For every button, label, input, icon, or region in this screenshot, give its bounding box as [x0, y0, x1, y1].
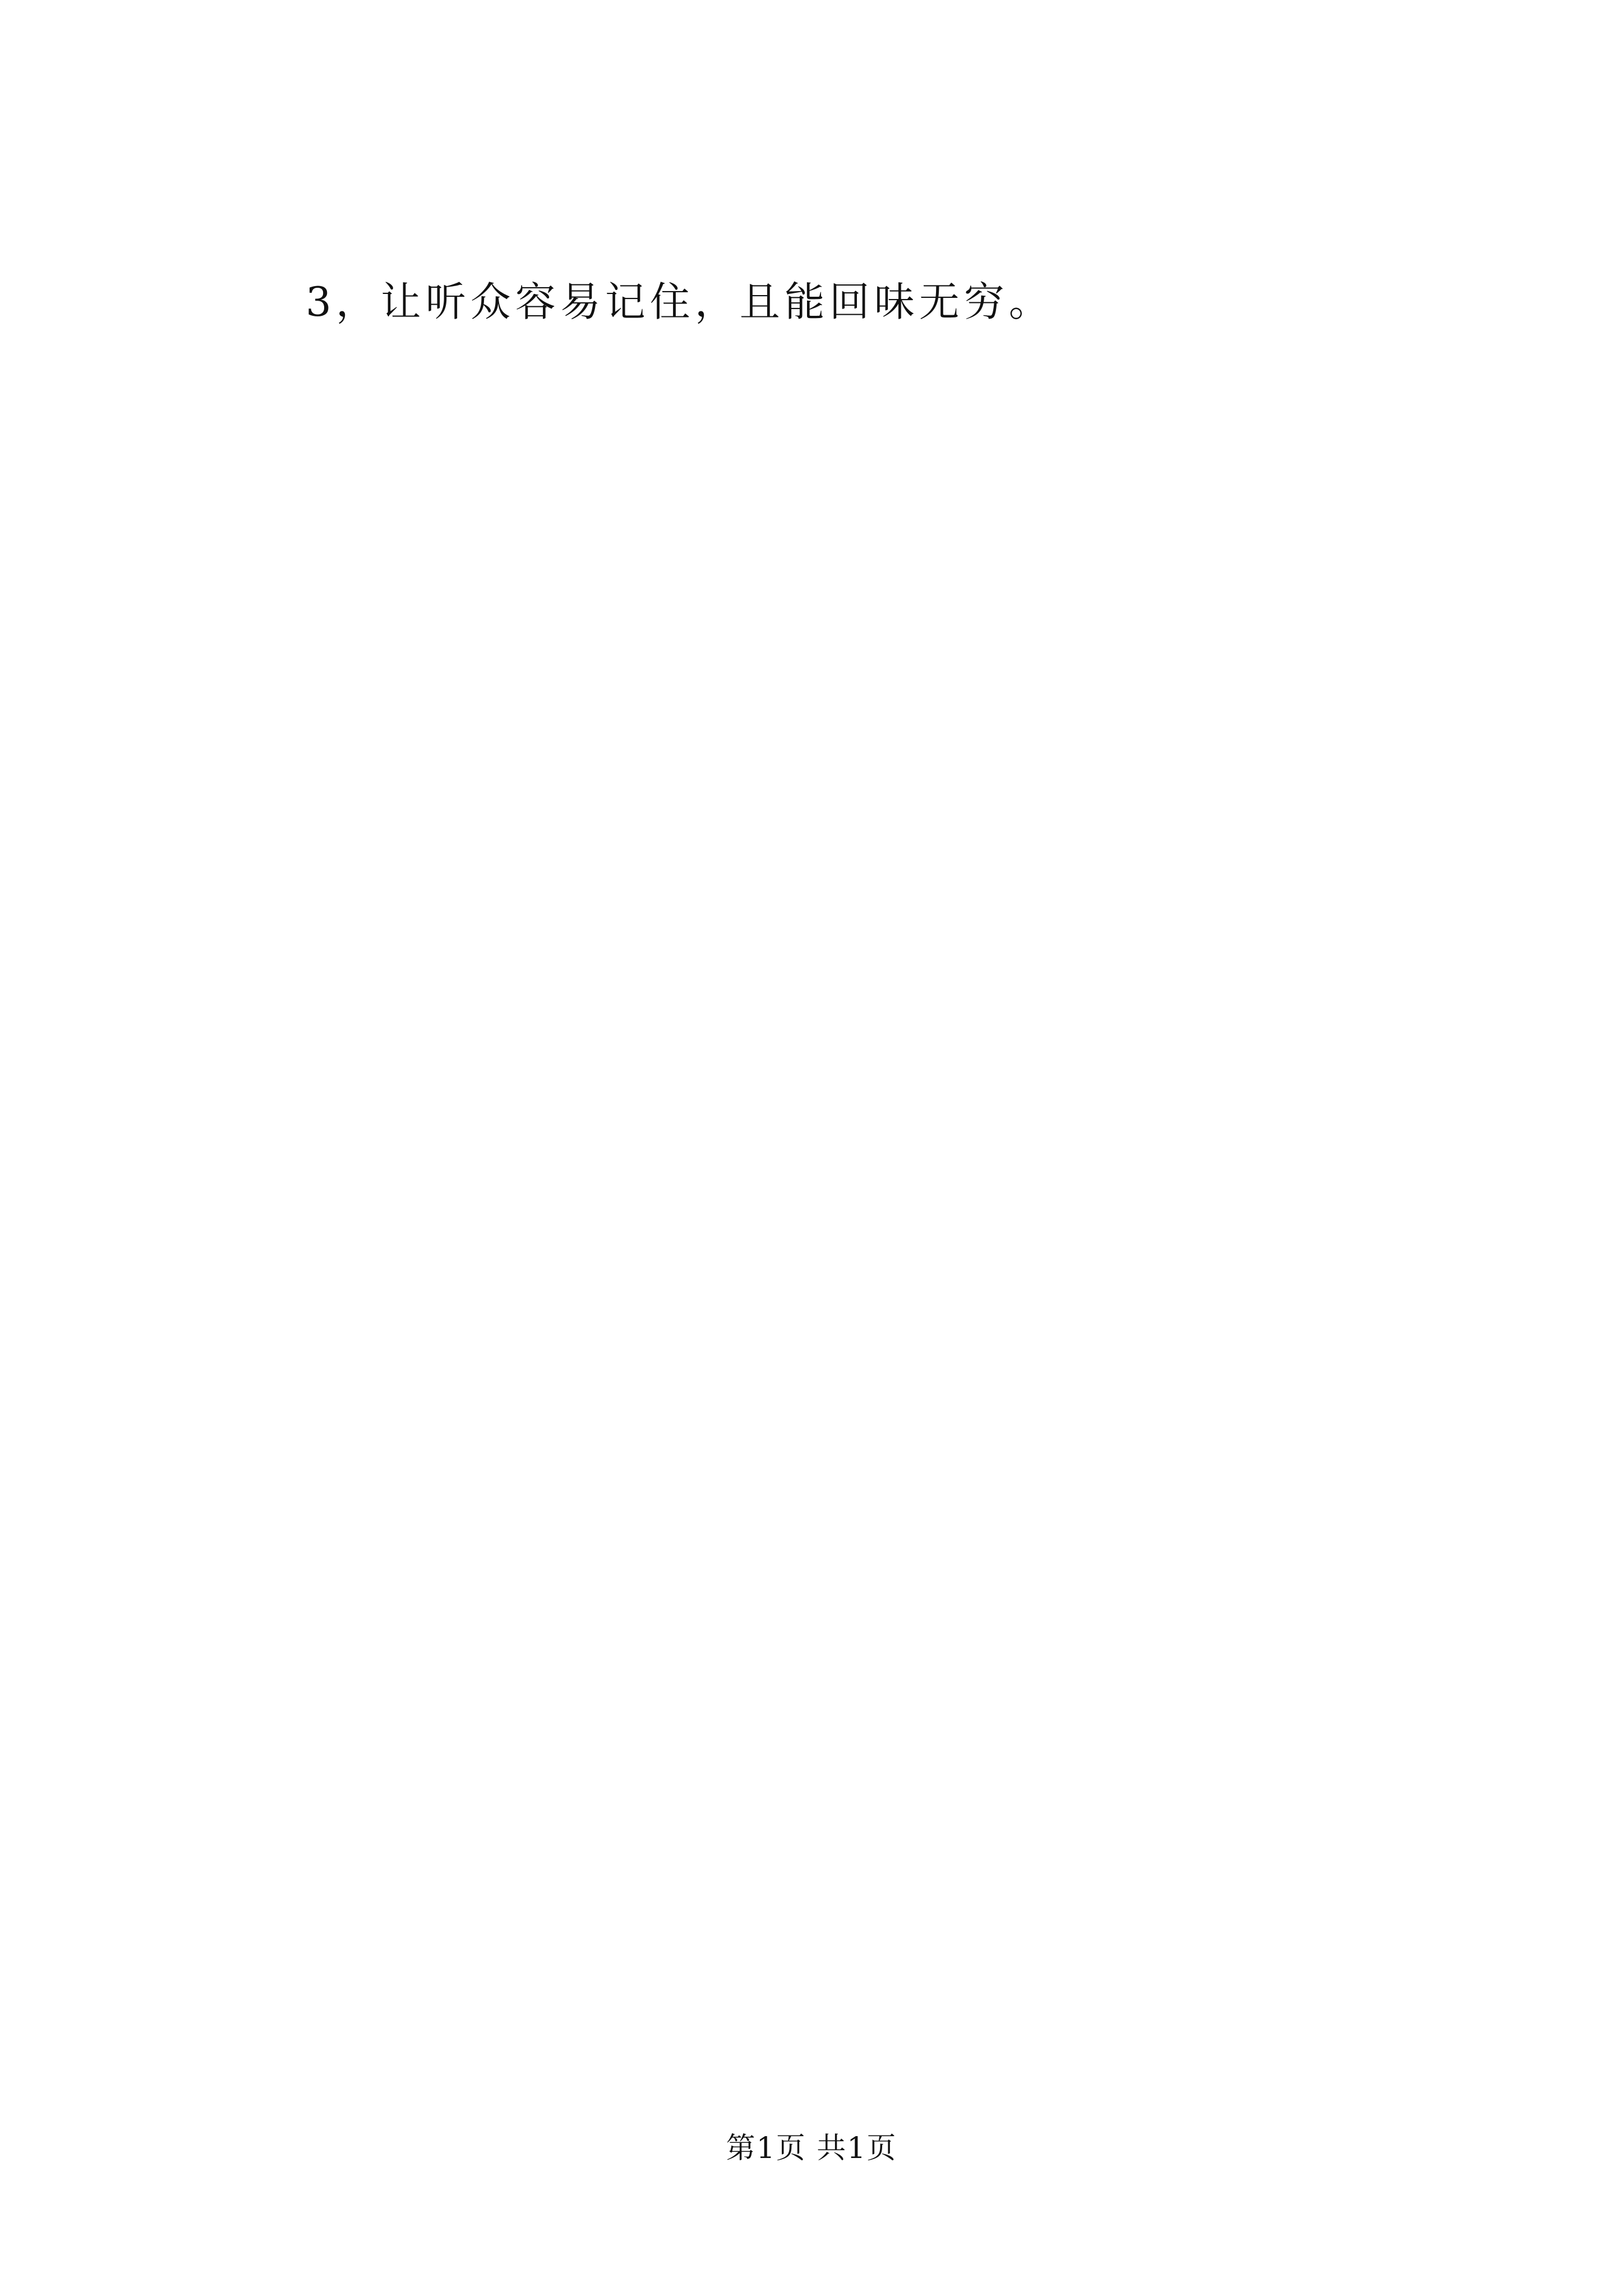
document-body — [216, 263, 1427, 341]
page-number-footer: 第1页 共1页 — [726, 2132, 897, 2165]
paragraph: 3，让听众容易记住，且能回味无穷。 — [306, 278, 1054, 325]
